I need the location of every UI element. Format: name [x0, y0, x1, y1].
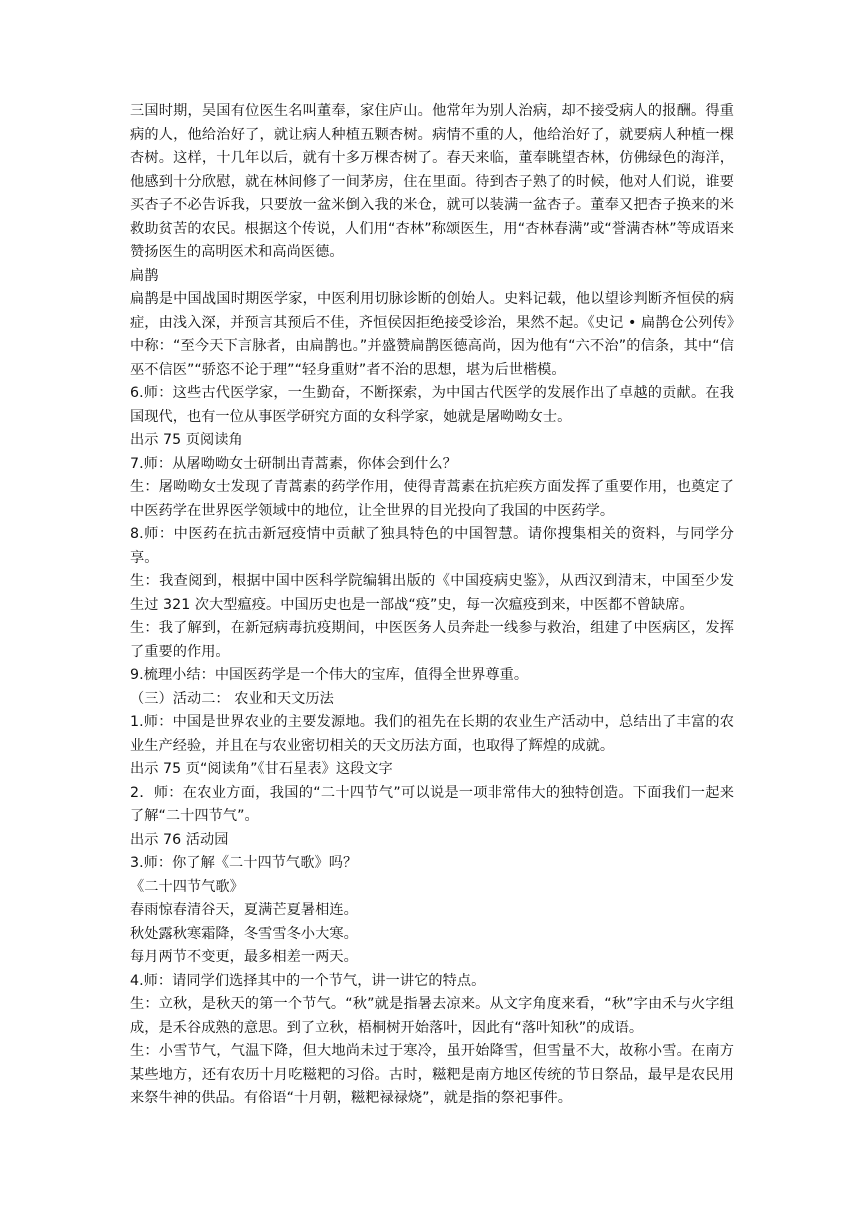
paragraph-bian-que: 扁鹊是中国战国时期医学家，中医利用切脉诊断的创始人。史料记载，他以望诊判断齐恒侯的病症，由浅入深，并预言其预后不佳，齐恒侯因拒绝接受诊治，果然不起。《史记 • 扁鹊仓公列传》中称：“至今天下言脉者，由扁鹊也。”并盛赞扁鹊医德高尚，因为他有“六不治”的信条，其中“信巫不信医”“骄恣不论于理”“轻身重财”者不治的思想，堪为后世楷模。	[130, 291, 734, 378]
paragraph-dong-feng-story: 三国时期，吴国有位医生名叫董奉，家住庐山。他常年为别人治病，却不接受病人的报酬。得重病的人，他给治好了，就让病人种植五颗杏树。病情不重的人，他给治好了，就要病人种植一棵杏树。这样，十几年以后，就有十多万棵杏树了。春天来临，董奉眺望杏林，仿佛绿色的海洋，他感到十分欣慰，就在林间修了一间茅房，住在里面。待到杏子熟了的时候，他对人们说，谁要买杏子不必告诉我，只要放一盆米倒入我的米仓，就可以装满一盆杏子。董奉又把杏子换来的米救助贫苦的农民。根据这个传说，人们用“杏林”称颂医生，用“杏林春满”或“誉满杏林”等成语来赞扬医生的高明医术和高尚医德。	[130, 103, 734, 260]
paragraph-teacher-2: 2．师：在农业方面，我国的“二十四节气”可以说是一项非常伟大的独特创造。下面我们一起来了解“二十四节气”。	[130, 784, 734, 824]
document-page	[130, 100, 734, 1111]
song-title: 《二十四节气歌》	[130, 878, 244, 895]
paragraph-teacher-4: 4.师：请同学们选择其中的一个节气，讲一讲它的特点。	[130, 972, 486, 989]
paragraph-show-activity-garden: 出示 76 活动园	[130, 831, 229, 848]
paragraph-show-star-table: 出示 75 页“阅读角”《甘石星表》这段文字	[130, 761, 393, 777]
heading-bian-que: 扁鹊	[130, 267, 159, 284]
paragraph-student-answer-3: 生：我了解到，在新冠病毒抗疫期间，中医医务人员奔赴一线参与救治，组建了中医病区，发挥了重要的作用。	[130, 620, 734, 660]
song-line-2: 秋处露秋寒霜降，冬雪雪冬小大寒。	[130, 925, 358, 942]
paragraph-student-xiaoxue: 生：小雪节气，气温下降，但大地尚未过于寒冷，虽开始降雪，但雪量不大，故称小雪。在南方某些地方，还有农历十月吃糍粑的习俗。古时，糍粑是南方地区传统的节日祭品，最早是农民用来祭牛神的供品。有俗语“十月朝，糍粑禄禄烧”，就是指的祭祀事件。	[130, 1043, 734, 1106]
paragraph-student-answer-1: 生：屠呦呦女士发现了青蒿素的药学作用，使得青蒿素在抗疟疾方面发挥了重要作用，也奠定了中医药学在世界医学领域中的地位，让全世界的目光投向了我国的中医药学。	[130, 479, 734, 519]
section-heading-activity-2: （三）活动二： 农业和天文历法	[130, 690, 334, 707]
paragraph-student-liqiu: 生：立秋，是秋天的第一个节气。“秋”就是指暑去凉来。从文字角度来看，“秋”字由禾与火字组成，是禾谷成熟的意思。到了立秋，梧桐树开始落叶，因此有“落叶知秋”的成语。	[130, 996, 734, 1036]
paragraph-teacher-7: 7.师：从屠呦呦女士研制出青蒿素，你体会到什么？	[130, 455, 457, 472]
paragraph-teacher-6: 6.师：这些古代医学家，一生勤奋，不断探索，为中国古代医学的发展作出了卓越的贡献。在我国现代，也有一位从事医学研究方面的女科学家，她就是屠呦呦女士。	[130, 385, 734, 425]
paragraph-show-reading-corner: 出示 75 页阅读角	[130, 432, 243, 448]
paragraph-teacher-1: 1.师：中国是世界农业的主要发源地。我们的祖先在长期的农业生产活动中，总结出了丰富的农业生产经验，并且在与农业密切相关的天文历法方面，也取得了辉煌的成就。	[130, 714, 734, 754]
song-line-3: 每月两节不变更，最多相差一两天。	[130, 949, 358, 965]
paragraph-teacher-8: 8.师：中医药在抗击新冠疫情中贡献了独具特色的中国智慧。请你搜集相关的资料，与同学分享。	[130, 526, 734, 566]
paragraph-student-answer-2: 生：我查阅到，根据中国中医科学院编辑出版的《中国疫病史鉴》，从西汉到清末，中国至少发生过 321 次大型瘟疫。中国历史也是一部战“疫”史，每一次瘟疫到来，中医都不曾缺席。	[130, 573, 734, 613]
paragraph-summary-9: 9.梳理小结：中国医药学是一个伟大的宝库，值得全世界尊重。	[130, 667, 529, 683]
paragraph-teacher-3: 3.师：你了解《二十四节气歌》吗？	[130, 855, 358, 871]
song-line-1: 春雨惊春清谷天，夏满芒夏暑相连。	[130, 902, 358, 918]
